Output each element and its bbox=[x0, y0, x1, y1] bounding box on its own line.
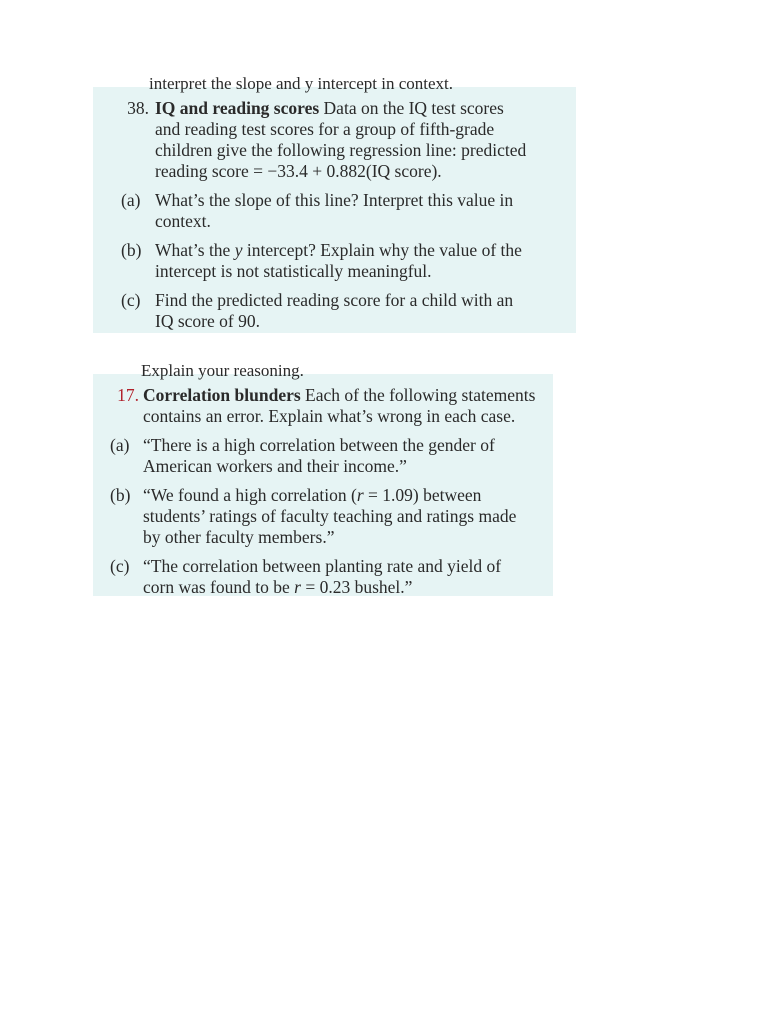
problem-intro bbox=[93, 98, 576, 119]
intro-line-3: children give the following regression line: predicted bbox=[155, 140, 527, 160]
part-text-line: American workers and their income.” bbox=[143, 456, 407, 476]
part-text-line: by other faculty members.” bbox=[143, 527, 335, 547]
part-a bbox=[93, 190, 576, 232]
problem-17-clip bbox=[93, 361, 553, 597]
problem-intro bbox=[93, 385, 553, 406]
part-text-line: context. bbox=[155, 211, 211, 231]
part-c bbox=[93, 290, 576, 332]
part-c bbox=[93, 556, 553, 598]
part-text-line: What’s the y intercept? Explain why the value of the bbox=[155, 240, 522, 260]
intro-line-2: contains an error. Explain what’s wrong in each case. bbox=[143, 406, 516, 426]
problem-heading: IQ and reading scores bbox=[155, 98, 320, 118]
part-label: (b) bbox=[121, 240, 142, 260]
part-label: (b) bbox=[110, 485, 131, 505]
intro-line-4: reading score = −33.4 + 0.882(IQ score). bbox=[155, 161, 442, 181]
problem-heading: Correlation blunders bbox=[143, 385, 301, 405]
problem-number: 17. bbox=[117, 385, 139, 405]
intro-line-1: Data on the IQ test scores bbox=[319, 98, 504, 118]
part-text-line: Find the predicted reading score for a child with an bbox=[155, 290, 514, 310]
part-label: (a) bbox=[110, 435, 130, 455]
problem-38 bbox=[93, 98, 576, 332]
part-text-line: intercept is not statistically meaningful. bbox=[155, 261, 432, 281]
part-label: (a) bbox=[121, 190, 141, 210]
part-b bbox=[93, 485, 553, 548]
part-a bbox=[93, 435, 553, 477]
part-label: (c) bbox=[121, 290, 141, 310]
part-text-line: students’ ratings of faculty teaching and ratings made bbox=[143, 506, 517, 526]
intro-line-2: and reading test scores for a group of fifth-grade bbox=[155, 119, 495, 139]
part-text-line: IQ score of 90. bbox=[155, 311, 260, 331]
part-label: (c) bbox=[110, 556, 130, 576]
cutoff-text-top: Explain your reasoning. bbox=[141, 361, 304, 380]
cutoff-text-top: interpret the slope and y intercept in context. bbox=[149, 74, 454, 93]
part-b bbox=[93, 240, 576, 282]
part-text-line: What’s the slope of this line? Interpret this value in bbox=[155, 190, 514, 210]
problem-number: 38. bbox=[127, 98, 149, 118]
intro-line-1: Each of the following statements bbox=[300, 385, 536, 405]
problem-17 bbox=[93, 385, 553, 598]
part-text-line: “There is a high correlation between the gender of bbox=[143, 435, 495, 455]
problem-38-clip bbox=[93, 74, 576, 333]
part-text-line: “The correlation between planting rate and yield of bbox=[143, 556, 502, 576]
part-text-line: corn was found to be r = 0.23 bushel.” bbox=[143, 577, 413, 597]
part-text-line: “We found a high correlation (r = 1.09) between bbox=[143, 485, 482, 505]
